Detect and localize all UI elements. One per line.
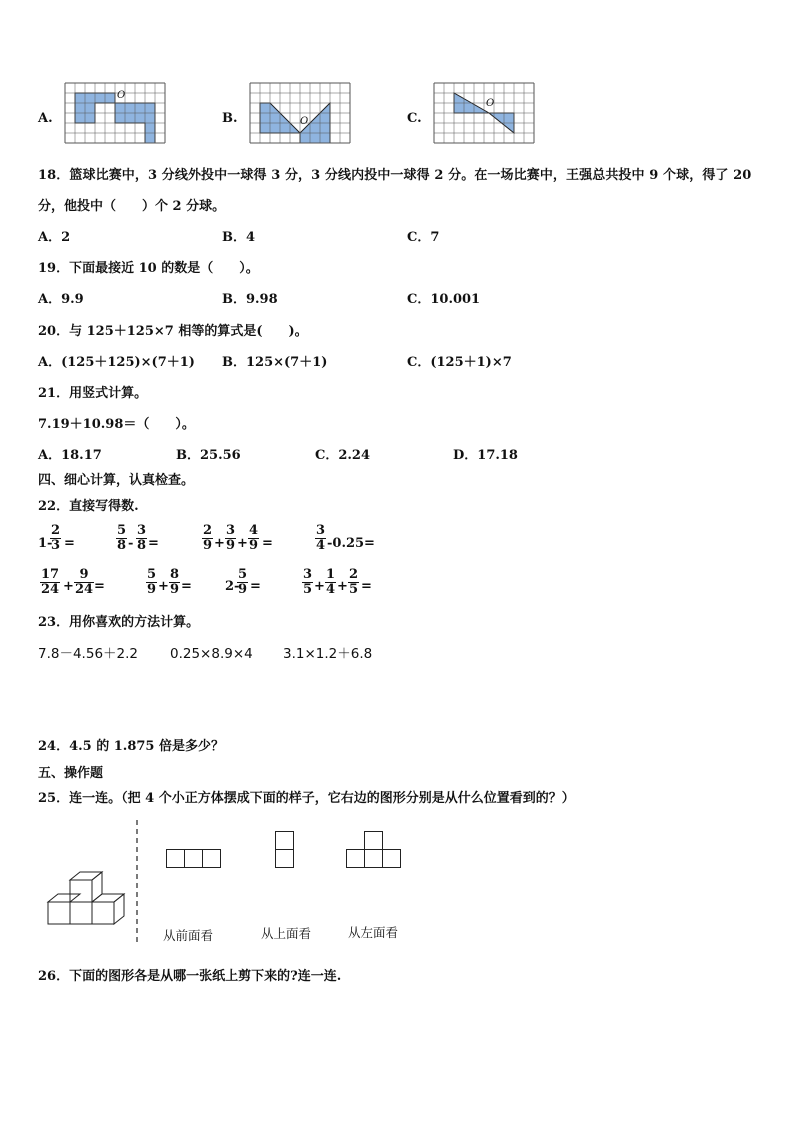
q19-option-c[interactable]: C．10.001	[407, 292, 481, 307]
q22-r2d-equals: =	[361, 579, 372, 594]
q20-question: 20．与 125＋125×7 相等的算式是( )。	[38, 324, 308, 339]
q18-option-b[interactable]: B．4	[222, 230, 256, 245]
caption-top-view[interactable]: 从上面看	[261, 926, 312, 941]
q22-r1b-fraction-2: $\frac{3}{8}$	[137, 523, 147, 553]
q22-r2b-fraction-2: $\frac{8}{9}$	[170, 567, 180, 597]
q22-r2a-fraction-1: $\frac{17}{24}$	[41, 567, 60, 597]
q19-question: 19．下面最接近 10 的数是（ ）。	[38, 261, 259, 276]
q22-r1d-fraction: $\frac{3}{4}$	[316, 523, 326, 553]
q22-r2b-plus: +	[158, 579, 169, 594]
q21-option-d[interactable]: D．17.18	[453, 448, 518, 463]
q19-option-b[interactable]: B．9.98	[222, 292, 278, 307]
front-view-shape	[166, 849, 222, 868]
q22-r1b-equals: =	[148, 536, 159, 551]
q23-expression-2: 0.25×8.9×4	[170, 646, 253, 662]
q22-r2c-prefix: 2-	[225, 579, 240, 594]
caption-front-view[interactable]: 从前面看	[163, 928, 214, 943]
q22-r1c-fraction-3: $\frac{4}{9}$	[249, 523, 259, 553]
q26-question: 26．下面的图形各是从哪一张纸上剪下来的?连一连.	[38, 969, 342, 984]
q20-option-a[interactable]: A．(125＋125)×(7＋1)	[38, 355, 195, 370]
q21-expression: 7.19＋10.98＝（ ）。	[38, 417, 195, 432]
cube-stack-figure	[44, 866, 126, 928]
q22-r1b-minus: -	[128, 536, 134, 551]
q22-r2d-plus-1: +	[314, 579, 325, 594]
q22-r1a-prefix: 1-	[38, 536, 53, 551]
top-view-shape	[275, 831, 295, 868]
q21-question: 21．用竖式计算。	[38, 386, 148, 401]
q22-r1c-fraction-1: $\frac{2}{9}$	[203, 523, 213, 553]
q22-r2a-equals: =	[94, 579, 105, 594]
q20-option-b[interactable]: B．125×(7＋1)	[222, 355, 328, 370]
q22-r2b-equals: =	[181, 579, 192, 594]
section-5-heading: 五、操作题	[38, 766, 104, 781]
q22-r1b-fraction-1: $\frac{5}{8}$	[117, 523, 127, 553]
q22-r2d-plus-2: +	[337, 579, 348, 594]
q21-option-c[interactable]: C．2.24	[315, 448, 371, 463]
q21-option-a[interactable]: A．18.17	[38, 448, 102, 463]
left-view-shape	[346, 831, 402, 868]
q22-r2a-fraction-2: $\frac{9}{24}$	[75, 567, 94, 597]
q22-r2d-fraction-2: $\frac{1}{4}$	[326, 567, 336, 597]
q22-r1c-plus-2: +	[237, 536, 248, 551]
grid-figure-a	[64, 82, 166, 144]
q18-question-line1: 18．篮球比赛中，3 分线外投中一球得 3 分，3 分线内投中一球得 2 分。在一场比赛中，王强总共投中 9 个球，得了 20	[38, 168, 752, 183]
q18-option-a[interactable]: A．2	[38, 230, 71, 245]
q21-option-b[interactable]: B．25.56	[176, 448, 241, 463]
q22-r2d-fraction-3: $\frac{2}{5}$	[349, 567, 359, 597]
q22-r1c-fraction-2: $\frac{3}{9}$	[226, 523, 236, 553]
option-c-label[interactable]: C.	[407, 111, 422, 126]
q18-option-c[interactable]: C．7	[407, 230, 440, 245]
q18-question-line2: 分，他投中（ ）个 2 分球。	[38, 199, 226, 214]
q22-r2a-plus: +	[63, 579, 74, 594]
q22-question: 22．直接写得数.	[38, 499, 139, 514]
caption-left-view[interactable]: 从左面看	[348, 925, 399, 940]
option-a-label[interactable]: A.	[38, 111, 53, 126]
point-o-label-c: O	[486, 98, 495, 109]
q23-expression-1: 7.8－4.56＋2.2	[38, 646, 138, 662]
option-b-label[interactable]: B.	[222, 111, 238, 126]
q22-r1a-fraction: $\frac{2}{3}$	[51, 523, 61, 553]
dashed-divider	[135, 820, 139, 942]
q22-r1c-equals: =	[262, 536, 273, 551]
q22-r2c-equals: =	[250, 579, 261, 594]
q22-r2d-fraction-1: $\frac{3}{5}$	[303, 567, 313, 597]
q25-question: 25．连一连。（把 4 个小正方体摆成下面的样子，它右边的图形分别是从什么位置看到的？）	[38, 791, 575, 806]
q22-r1a-equals: =	[64, 536, 75, 551]
q20-option-c[interactable]: C．(125＋1)×7	[407, 355, 512, 370]
point-o-label-b: O	[300, 116, 309, 127]
q19-option-a[interactable]: A．9.9	[38, 292, 84, 307]
q22-r2c-fraction: $\frac{5}{9}$	[238, 567, 248, 597]
q24-question: 24．4.5 的 1.875 倍是多少？	[38, 739, 224, 754]
point-o-label-a: O	[117, 90, 126, 101]
q23-expression-3: 3.1×1.2＋6.8	[283, 646, 373, 662]
q22-r1c-plus-1: +	[214, 536, 225, 551]
q22-r2b-fraction-1: $\frac{5}{9}$	[147, 567, 157, 597]
grid-figure-c	[433, 82, 535, 144]
q22-r1d-suffix: -0.25=	[327, 536, 375, 551]
q23-question: 23．用你喜欢的方法计算。	[38, 615, 200, 630]
section-4-heading: 四、细心计算，认真检查。	[38, 473, 195, 488]
grid-figure-b	[249, 82, 351, 144]
